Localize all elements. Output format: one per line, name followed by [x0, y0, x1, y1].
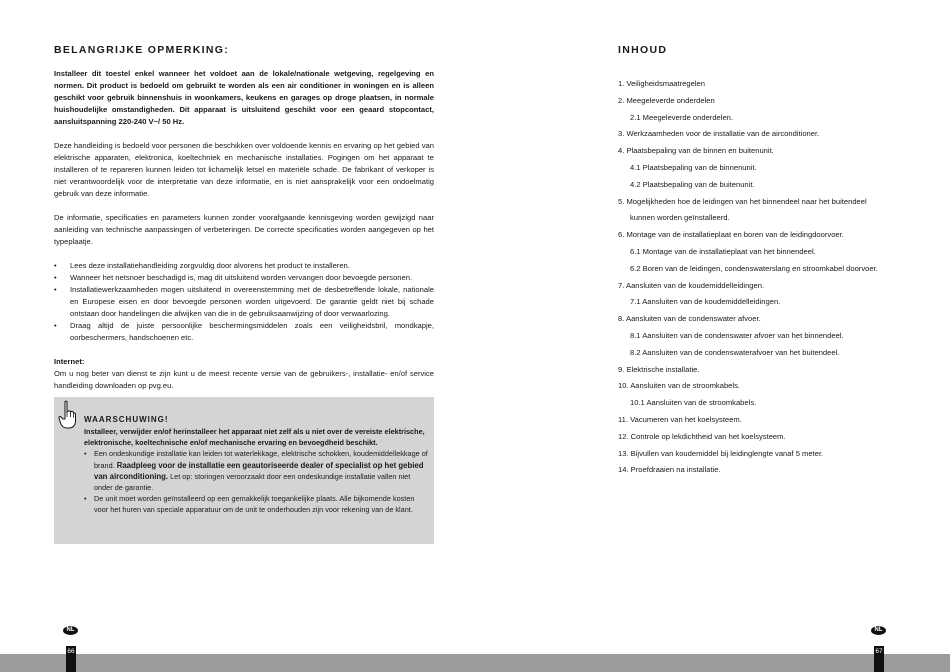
warning-title: WAARSCHUWING! [84, 415, 169, 424]
toc-item: 14. Proefdraaien na installatie. [618, 465, 721, 475]
toc-item: 4. Plaatsbepaling van de binnen en buitenunit. [618, 146, 774, 156]
language-badge: NL [63, 626, 78, 635]
warning-body [84, 426, 428, 516]
toc-item: 6. Montage van de installatieplaat en boren van de leidingdoorvoer. [618, 230, 844, 240]
toc-item: 9. Elektrische installatie. [618, 364, 700, 374]
safety-list [54, 260, 434, 344]
toc-item: 6.2 Boren van de leidingen, condenswaterslang en stroomkabel doorvoer. [630, 263, 878, 273]
warning-text: Een ondeskundige installatie kan leiden tot waterlekkage, elektrische schokken, koudemiddellekkage of brand. [94, 449, 428, 470]
specifications-paragraph: De informatie, specificaties en parameters kunnen zonder voorafgaande kennisgeving worden gewijzigd naar aanleiding van technische aanpassingen of verbeteringen. De correcte specificaties worden aangegeven op het typeplaatje. [54, 213, 434, 246]
warning-list [84, 448, 428, 515]
toc-item: 10. Aansluiten van de stroomkabels. [618, 381, 740, 391]
toc-item: 3. Werkzaamheden voor de installatie van de airconditioner. [618, 129, 820, 139]
toc-item: 6.1 Montage van de installatieplaat van het binnendeel. [630, 246, 816, 256]
table-of-contents [618, 77, 878, 480]
toc-item: 4.1 Plaatsbepaling van de binnenunit. [630, 162, 757, 172]
list-item: • Draag altijd de juiste persoonlijke beschermingsmiddelen zoals een veiligheidsbril, mondkapje, oorbeschermers, handschoenen etc. [54, 320, 434, 344]
list-item [84, 448, 428, 493]
toc-item: 8.2 Aansluiten van de condenswaterafvoer van het buitendeel. [630, 347, 840, 357]
page-number-right: 67 [874, 646, 884, 672]
list-item: • De unit moet worden geïnstalleerd op een gemakkelijk toegankelijke plaats. Alle bijkomende kosten voor het huren van speciale apparatuur om de unit te onderhouden zijn voor rekening van de klant. [84, 493, 428, 515]
warning-box [54, 397, 434, 544]
list-item: • Installatiewerkzaamheden mogen uitsluitend in overeenstemming met de desbetreffende lokale, nationale en Europese eisen en door bevoegde personen worden uitgevoerd. De garantie geldt niet bij schade ontstaan door handelingen die afwijken van die in de gebruiksaanwijzing of door verwaarlozing. [54, 284, 434, 320]
warning-text: Let op: storingen veroorzaakt door een ondeskundige installatie vallen niet onder de garantie. [94, 471, 411, 493]
toc-item: 8.1 Aansluiten van de condenswater afvoer van het binnendeel. [630, 330, 844, 340]
warning-intro: Installeer, verwijder en/of herinstalleer het apparaat niet zelf als u niet over de vereiste elektrische, elektronische, koeltechnische en/of mechanische ervaring en bevoegdheid beschikt. [84, 427, 425, 448]
intro-paragraph: Installeer dit toestel enkel wanneer het voldoet aan de lokale/nationale wetgeving, regelgeving en normen. Dit product is bedoeld om gebruikt te worden als een air conditioner in woningen en is alleen geschikt voor gebruik binnenshuis in woonkamers, keukens en garages op droge plaatsen, in normale huishoudelijke omstandigheden. Dit apparaat is uitsluitend geschikt voor een geaard stopcontact, aansluitspanning 220-240 V~/ 50 Hz. [54, 69, 434, 126]
audience-paragraph: Deze handleiding is bedoeld voor personen die beschikken over voldoende kennis en ervaring op het gebied van elektrische apparaten, elektronica, koeltechniek en mechanische installaties. Pogingen om het apparaat te installeren of te repareren kunnen leiden tot lichamelijk letsel en materiële schade. De fabrikant of verkoper is niet verantwoordelijk voor de interpretatie van deze informatie, en is niet aansprakelijk voor een ondoelmatig gebruik van deze informatie. [54, 141, 434, 198]
toc-item: 7. Aansluiten van de koudemiddelleidingen. [618, 280, 765, 290]
toc-item: 2.1 Meegeleverde onderdelen. [630, 112, 734, 122]
toc-item: 2. Meegeleverde onderdelen [618, 95, 715, 105]
internet-label: Internet: [54, 357, 85, 366]
toc-item: 4.2 Plaatsbepaling van de buitenunit. [630, 179, 755, 189]
toc-item: 5. Mogelijkheden hoe de leidingen van het binnendeel naar het buitendeel [618, 196, 867, 206]
internet-paragraph: Om u nog beter van dienst te zijn kunt u de meest recente versie van de gebruikers-, installatie- en/of service handleiding downloaden op pvg.eu. [54, 369, 434, 390]
list-item: • Lees deze installatiehandleiding zorgvuldig door alvorens het product te installeren. [54, 260, 434, 272]
toc-item: 10.1 Aansluiten van de stroomkabels. [630, 398, 757, 408]
toc-item: kunnen worden geïnstalleerd. [630, 213, 730, 223]
footer-bar [0, 654, 950, 672]
toc-item: 13. Bijvullen van koudemiddel bij leidinglengte vanaf 5 meter. [618, 448, 824, 458]
page-number-left: 66 [66, 646, 76, 672]
language-badge: NL [871, 626, 886, 635]
toc-item: 8. Aansluiten van de condenswater afvoer. [618, 314, 761, 324]
toc-item: 7.1 Aansluiten van de koudemiddelleidingen. [630, 297, 781, 307]
pointing-hand-icon [58, 400, 76, 430]
toc-item: 11. Vacumeren van het koelsysteem. [618, 414, 742, 424]
important-note-heading: BELANGRIJKE OPMERKING: [54, 44, 230, 56]
toc-item: 1. Veiligheidsmaatregelen [618, 79, 705, 88]
warning-emphasis: Raadpleeg voor de installatie een geautoriseerde dealer of specialist op het gebied van airconditioning. [94, 460, 424, 481]
contents-heading: INHOUD [618, 44, 668, 56]
list-item: • Wanneer het netsnoer beschadigd is, mag dit uitsluitend worden vervangen door bevoegde personen. [54, 272, 434, 284]
toc-item: 12. Controle op lekdichtheid van het koelsysteem. [618, 431, 786, 441]
